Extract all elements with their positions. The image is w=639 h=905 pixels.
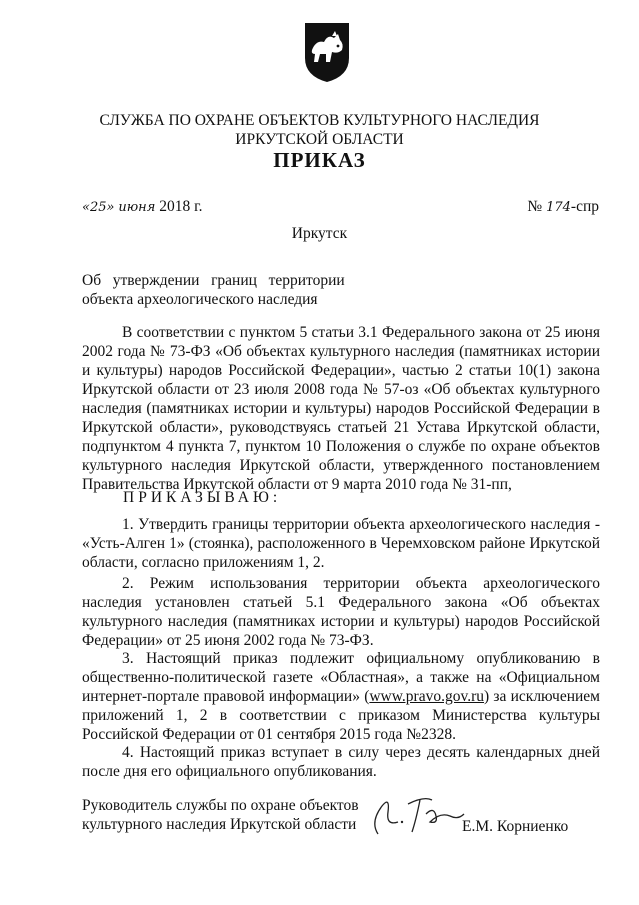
document-city: Иркутск [291,225,348,242]
decree-heading: ПРИКАЗЫВАЮ: [123,489,282,506]
date-year: 2018 г. [159,198,203,215]
order-item-3 [82,649,600,744]
preamble-paragraph: В соответствии с пунктом 5 статьи 3.1 Федерального закона от 25 июня 2002 года № 73-ФЗ «Об объектах культурного наследия (памятниках истории и культуры) народов Российской Федерации», частью 2 статьи 10(1) закона Иркутской области от 23 июля 2008 года № 57-оз «Об объектах культурного наследия (памятниках истории и культуры) народов Российской Федерации в Иркутской области», руководствуясь статьей 21 Устава Иркутской области, подпунктом 4 пункта 7, пунктом 10 Положения о службе по охране объектов культурного наследия Иркутской области, утвержденного постановлением Правительства Иркутской области от 9 марта 2010 года № 31-пп, [82,324,600,493]
subject-line1: Об утверждении границ территории [82,272,345,289]
document-title: ПРИКАЗ [273,148,366,172]
number-prefix: № [527,198,543,215]
document-subject [82,271,367,309]
organization-name-line1: СЛУЖБА ПО ОХРАНЕ ОБЪЕКТОВ КУЛЬТУРНОГО НАСЛЕДИЯ [99,112,540,129]
item3-text-before: 3. Настоящий приказ подлежит официальному опубликованию в общественно-политической газете «Областная», а также на «Официальном интернет-портале правовой информации» ( [82,650,600,705]
number-handwritten: 174 [546,200,571,215]
order-item-1: 1. Утвердить границы территории объекта археологического наследия - «Усть-Алген 1» (стоянка), расположенного в Черемховском районе Иркутской области, согласно приложениям 1, 2. [82,516,600,571]
document-date [82,198,203,216]
pravo-link[interactable]: www.pravo.gov.ru [369,688,485,705]
coat-of-arms-emblem [302,20,352,84]
signatory-position: Руководитель службы по охране объектов культурного наследия Иркутской области [82,797,359,833]
document-number [527,198,599,216]
signatory-name: Е.М. Корниенко [462,818,569,835]
organization-name-line2: ИРКУТСКОЙ ОБЛАСТИ [235,131,404,148]
subject-line2: объекта археологического наследия [82,291,318,308]
date-month-handwritten: июня [118,200,156,215]
date-day-handwritten: «25» [82,200,115,215]
order-item-4: 4. Настоящий приказ вступает в силу через десять календарных дней после дня его официального опубликования. [82,744,600,780]
item3-text-after: ) за исключением приложений 1, 2 в соответствии с приказом Министерства культуры Российской Федерации от 01 сентября 2015 года №2328. [82,688,600,743]
order-item-2: 2. Режим использования территории объекта археологического наследия установлен статьей 5.1 Федерального закона «Об объектах культурного наследия (памятниках истории и культуры) народов Российской Федерации» от 25 июня 2002 года № 73-ФЗ. [82,575,600,649]
number-suffix: -спр [570,198,599,215]
